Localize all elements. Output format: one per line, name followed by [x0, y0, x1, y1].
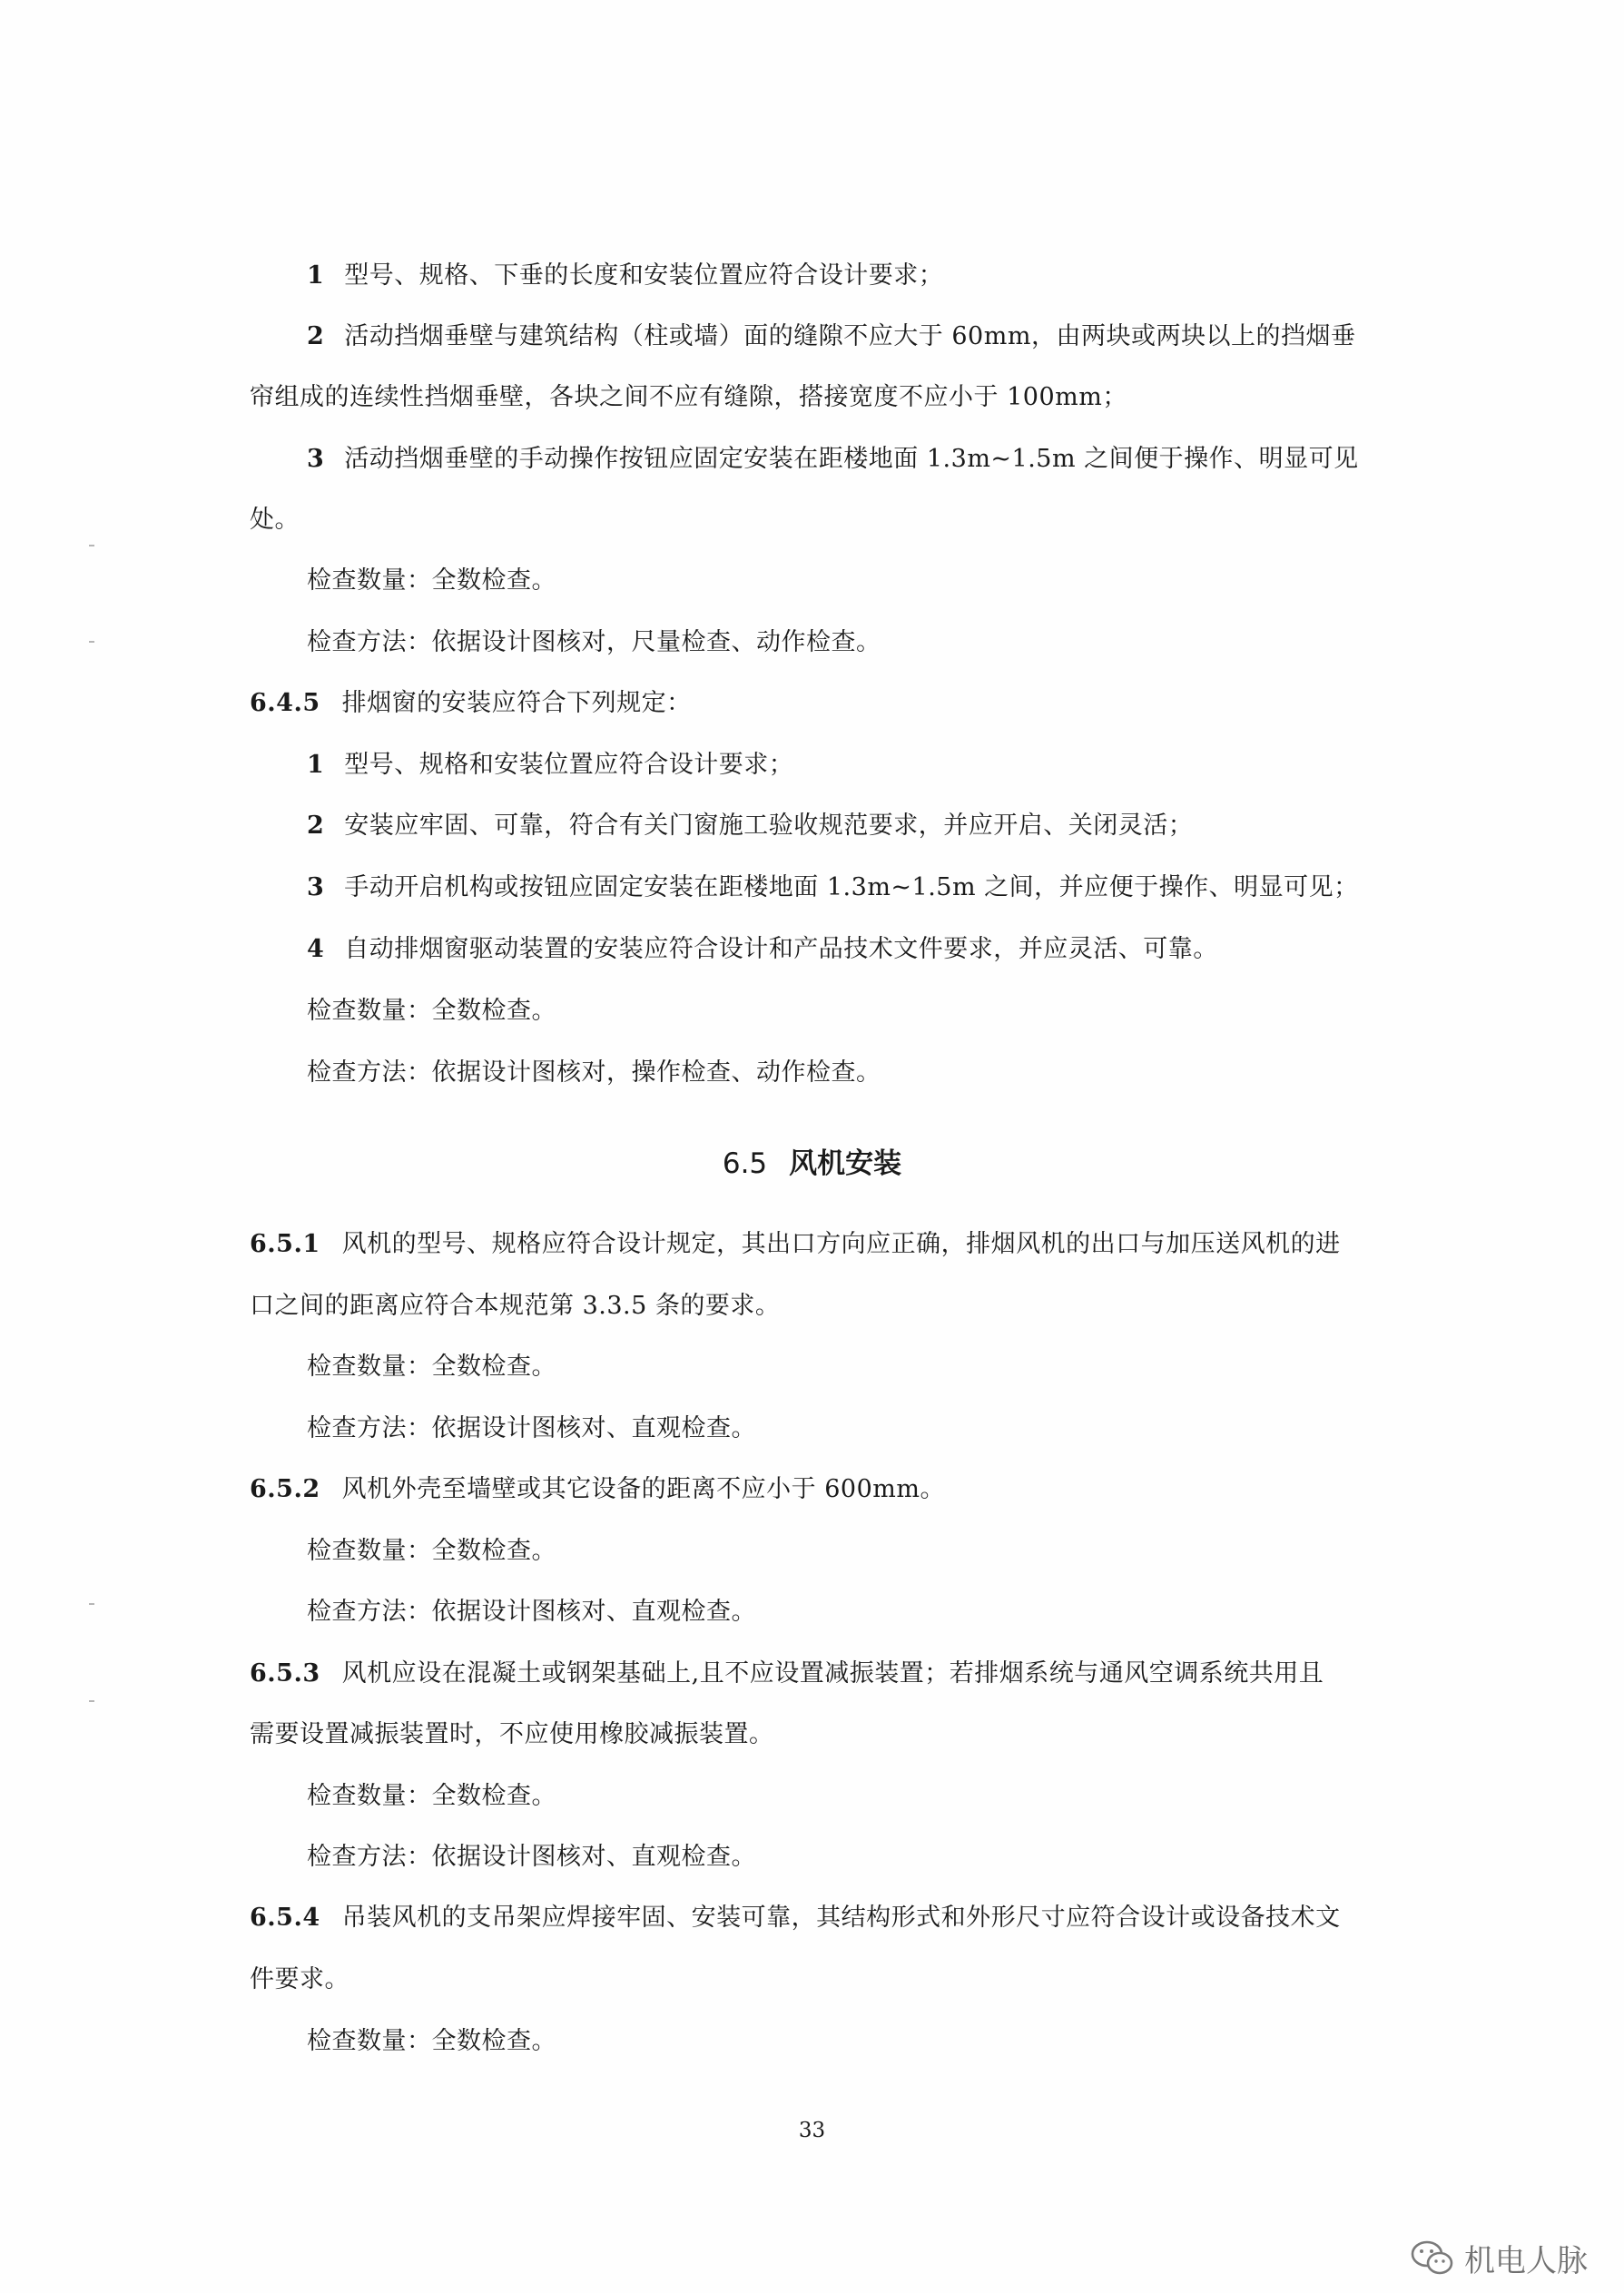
clause-number: 6.5.2	[250, 1475, 320, 1503]
item-number: 4	[307, 935, 325, 963]
clause-text: 风机应设在混凝土或钢架基础上,且不应设置减振装置；若排烟系统与通风空调系统共用且	[341, 1659, 1324, 1688]
item-number: 1	[307, 261, 325, 290]
watermark-text: 机电人脉	[1464, 2243, 1588, 2279]
inspection-method: 检查方法：依据设计图核对，操作检查、动作检查。	[307, 1058, 881, 1087]
inspection-method: 检查方法：依据设计图核对，尺量检查、动作检查。	[307, 628, 881, 656]
clause-text: 排烟窗的安装应符合下列规定：	[341, 689, 692, 717]
item-number: 2	[307, 812, 325, 840]
item-text: 活动挡烟垂壁的手动操作按钮应固定安装在距楼地面 1.3m~1.5m 之间便于操作、明显可见	[344, 445, 1359, 473]
clause-number: 6.4.5	[250, 689, 320, 717]
section-title	[0, 1146, 1624, 1182]
item-text: 手动开启机构或按钮应固定安装在距楼地面 1.3m~1.5m 之间，并应便于操作、明显可见；	[344, 873, 1359, 901]
inspection-quantity: 检查数量：全数检查。	[307, 2027, 556, 2055]
list-item	[307, 749, 793, 782]
clause-text: 风机外壳至墙壁或其它设备的距离不应小于 600mm。	[341, 1475, 945, 1503]
clause-continued: 口之间的距离应符合本规范第 3.3.5 条的要求。	[250, 1292, 781, 1320]
clause-continued: 需要设置减振装置时，不应使用橡胶减振装置。	[250, 1720, 774, 1748]
clause-6-4-5	[250, 687, 692, 720]
item-text: 安装应牢固、可靠，符合有关门窗施工验收规范要求，并应开启、关闭灵活；	[344, 812, 1194, 840]
inspection-quantity: 检查数量：全数检查。	[307, 1782, 556, 1810]
inspection-method: 检查方法：依据设计图核对、直观检查。	[307, 1598, 756, 1626]
item-1-model-spec	[307, 260, 943, 292]
clause-6-5-4	[250, 1902, 1341, 1934]
clause-number: 6.5.3	[250, 1659, 320, 1688]
item-number: 3	[307, 873, 325, 901]
inspection-method: 检查方法：依据设计图核对、直观检查。	[307, 1414, 756, 1442]
inspection-method: 检查方法：依据设计图核对、直观检查。	[307, 1843, 756, 1871]
clause-continued: 件要求。	[250, 1965, 349, 1993]
clause-number: 6.5.4	[250, 1904, 320, 1932]
item-text: 型号、规格、下垂的长度和安装位置应符合设计要求；	[344, 261, 944, 290]
clause-text: 风机的型号、规格应符合设计规定，其出口方向应正确，排烟风机的出口与加压送风机的进	[341, 1230, 1341, 1258]
list-item	[307, 933, 1218, 966]
wechat-icon	[1410, 2239, 1455, 2278]
item-text: 自动排烟窗驱动装置的安装应符合设计和产品技术文件要求，并应灵活、可靠。	[344, 935, 1218, 963]
item-text: 处。	[250, 506, 300, 534]
scan-speck	[89, 545, 94, 546]
item-text: 活动挡烟垂壁与建筑结构（柱或墙）面的缝隙不应大于 60mm，由两块或两块以上的挡烟垂	[344, 322, 1356, 350]
scan-speck	[89, 1700, 94, 1702]
list-item	[307, 871, 1359, 904]
item-2-gap	[307, 320, 1355, 353]
inspection-quantity: 检查数量：全数检查。	[307, 566, 556, 595]
item-3-continued	[250, 504, 300, 536]
item-text: 型号、规格和安装位置应符合设计要求；	[344, 751, 794, 779]
item-text: 帘组成的连续性挡烟垂壁，各块之间不应有缝隙，搭接宽度不应小于 100mm；	[250, 383, 1127, 411]
section-number: 6.5	[722, 1147, 768, 1180]
clause-number: 6.5.1	[250, 1230, 320, 1258]
item-3-button	[307, 443, 1359, 476]
item-2-continued	[250, 381, 1127, 414]
watermark	[1410, 2236, 1588, 2280]
scan-speck	[89, 1603, 94, 1605]
item-number: 3	[307, 445, 325, 473]
clause-6-5-1	[250, 1228, 1341, 1261]
clause-6-5-2	[250, 1473, 945, 1506]
item-number: 1	[307, 751, 325, 779]
page-number: 33	[798, 2119, 826, 2142]
scan-speck	[89, 641, 94, 643]
item-number: 2	[307, 322, 325, 350]
clause-text: 吊装风机的支吊架应焊接牢固、安装可靠，其结构形式和外形尺寸应符合设计或设备技术文	[341, 1904, 1341, 1932]
section-text: 风机安装	[789, 1147, 902, 1180]
clause-6-5-3	[250, 1658, 1324, 1690]
inspection-quantity: 检查数量：全数检查。	[307, 997, 556, 1025]
list-item	[307, 810, 1193, 842]
inspection-quantity: 检查数量：全数检查。	[307, 1353, 556, 1381]
inspection-quantity: 检查数量：全数检查。	[307, 1537, 556, 1565]
